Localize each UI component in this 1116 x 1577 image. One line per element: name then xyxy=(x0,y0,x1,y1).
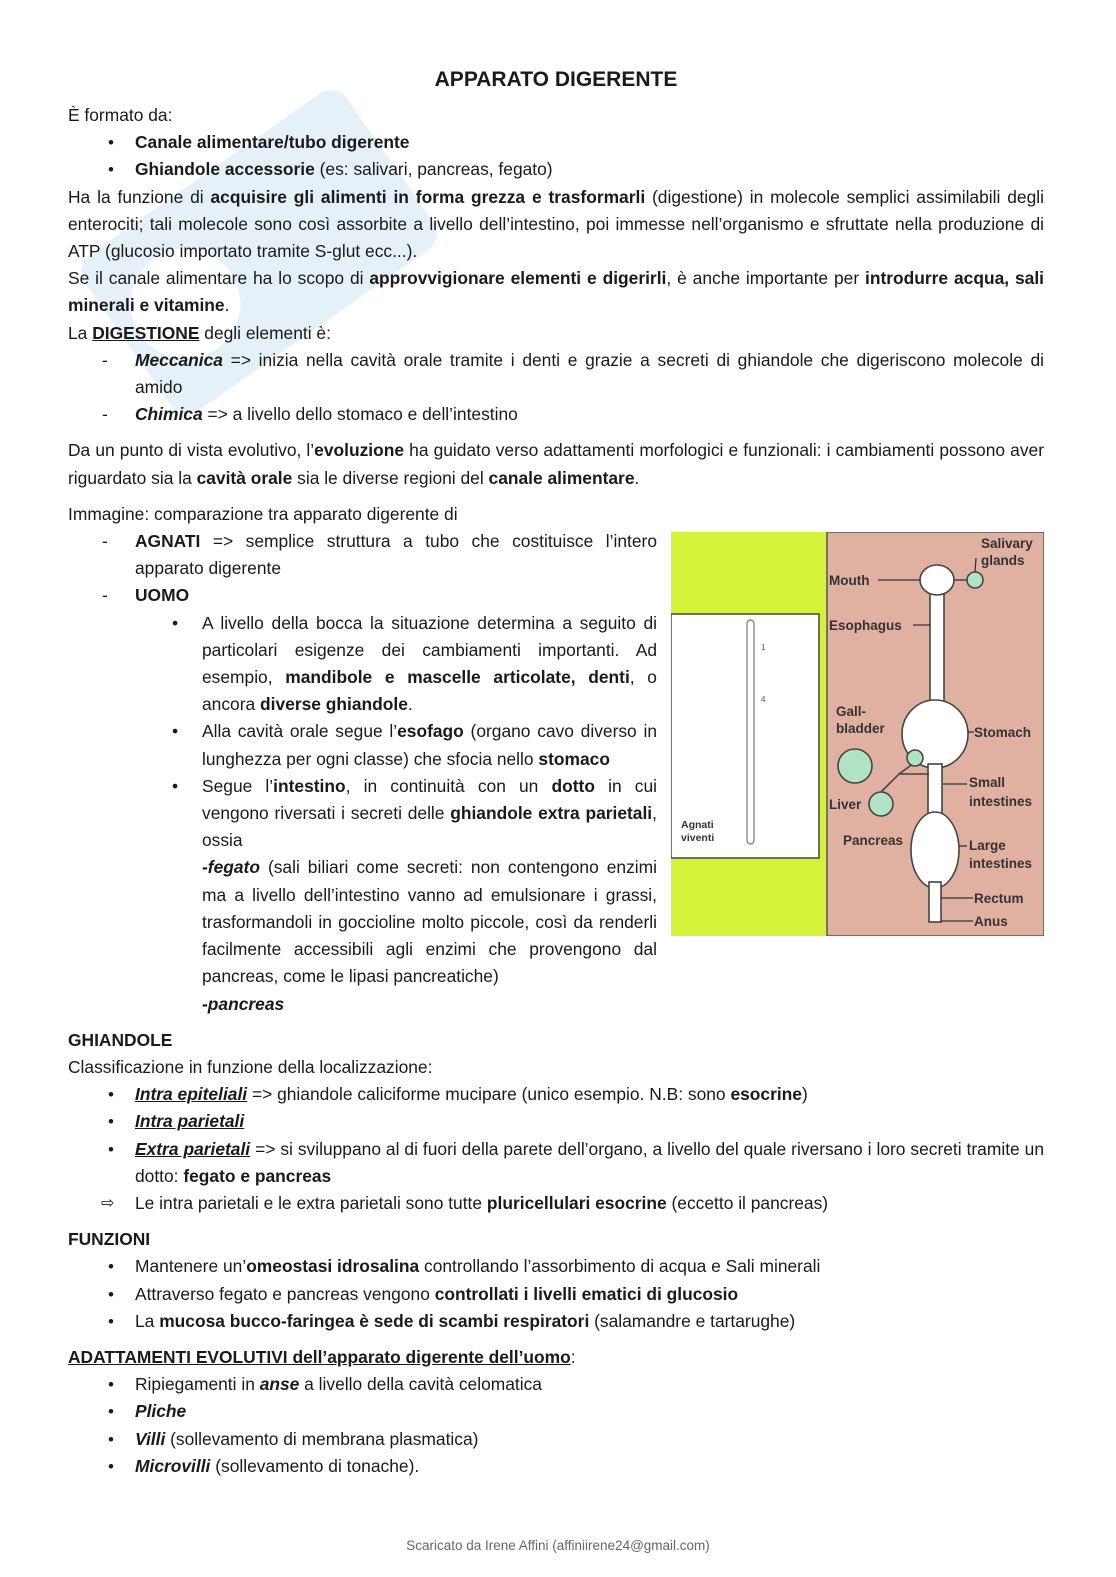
rectum-label: Rectum xyxy=(974,891,1024,907)
esophagus-label: Esophagus xyxy=(829,618,902,634)
small-intestine-label: Small xyxy=(969,775,1006,791)
list-item: • Intra parietali xyxy=(68,1108,1044,1135)
ghiandole-intro: Classificazione in funzione della localizzazione: xyxy=(68,1056,433,1077)
formed-by-label: È formato da: xyxy=(68,105,173,125)
tick-label: 1 xyxy=(761,643,766,653)
image-section xyxy=(68,501,1044,1018)
pancreas-label: Pancreas xyxy=(843,833,904,849)
list-item: - Meccanica => inizia nella cavità orale tramite i denti e grazie a secreti di ghiandole che digeriscono molecole di amido xyxy=(68,347,1044,401)
salivary-label: Salivary xyxy=(981,536,1033,552)
large-intestine-label: intestines xyxy=(969,856,1033,872)
list-item: • Villi (sollevamento di membrana plasmatica) xyxy=(68,1426,1044,1453)
list-item: • Canale alimentare/tubo digerente xyxy=(68,129,1044,156)
salivary-label: glands xyxy=(981,553,1025,569)
list-item: • Extra parietali => si sviluppano al di fuori della parete dell’organo, a livello del quale riversano i loro secreti tramite un dotto: fegato e pancreas xyxy=(68,1136,1044,1190)
document-page xyxy=(68,66,1044,1480)
ghiandole-heading: GHIANDOLE xyxy=(68,1029,173,1050)
list-item: • Mantenere un’omeostasi idrosalina controllando l’assorbimento di acqua e Sali minerali xyxy=(68,1253,1044,1280)
agnati-label: Agnati xyxy=(681,819,714,832)
human-features-list xyxy=(68,610,1044,855)
funzioni-list xyxy=(68,1253,1044,1335)
function-paragraph: Ha la funzione di acquisire gli alimenti in forma grezza e trasformarli (digestione) in molecole semplici assimilabili degli enterociti; tali molecole sono così assorbite a livello dell’intestino, poi immesse nell’organismo e sfruttate nella produzione di ATP (glucosio importato tramite S-glut ecc...). xyxy=(68,186,1044,262)
list-item: - UOMO xyxy=(68,582,1044,609)
download-footer: Scaricato da Irene Affini (affiniirene24@gmail.com) xyxy=(406,1538,710,1553)
list-item: - Chimica => a livello dello stomaco e dell’intestino xyxy=(68,401,1044,428)
image-caption: Immagine: comparazione tra apparato digerente di xyxy=(68,503,458,524)
list-item: • Alla cavità orale segue l’esofago (organo cavo diverso in lunghezza per ogni classe) che sfocia nello stomaco xyxy=(68,718,1044,772)
list-item: • Segue l’intestino, in continuità con un dotto in cui vengono riversati i secreti delle ghiandole extra parietali, ossia xyxy=(68,773,1044,855)
list-item: ⇨ Le intra parietali e le extra parietali sono tutte pluricellulari esocrine (eccetto il pancreas) xyxy=(68,1190,1044,1217)
list-item: • Microvilli (sollevamento di tonache). xyxy=(68,1453,1044,1480)
rectum-tube xyxy=(929,882,941,922)
ghiandole-note xyxy=(68,1190,1044,1217)
list-item: • Attraverso fegato e pancreas vengono controllati i livelli ematici di glucosio xyxy=(68,1281,1044,1308)
liver-label: Liver xyxy=(829,797,862,813)
adattamenti-list xyxy=(68,1371,1044,1480)
list-item: • Ghiandole accessorie (es: salivari, pancreas, fegato) xyxy=(68,156,1044,183)
digestion-list xyxy=(68,347,1044,429)
fegato-paragraph: -fegato (sali biliari come secreti: non contengono enzimi ma a livello dell’intestino vanno ad emulsionare i grassi, trasformandoli in goccioline molto piccole, così da renderli facilmente accessibili agli enzimi che provengono dal pancreas, come le lipasi pancreatiche) xyxy=(202,857,657,987)
list-item: - AGNATI => semplice struttura a tubo che costituisce l’intero apparato digerente xyxy=(68,528,1044,582)
tick-label: 4 xyxy=(761,695,766,705)
stomach-label: Stomach xyxy=(974,725,1032,741)
evolution-paragraph: Da un punto di vista evolutivo, l’evoluzione ha guidato verso adattamenti morfologici e funzionali: i cambiamenti possono aver riguardato sia la cavità orale sia le diverse regioni del canale alimentare. xyxy=(68,440,1045,488)
small-intestine-label: intestines xyxy=(969,794,1033,810)
comparison-list xyxy=(68,528,1044,610)
list-item: • Pliche xyxy=(68,1398,1044,1425)
adattamenti-heading: ADATTAMENTI EVOLUTIVI dell’apparato digerente dell’uomo: xyxy=(68,1346,576,1367)
ghiandole-list xyxy=(68,1081,1044,1190)
pancreas-line: -pancreas xyxy=(202,993,285,1014)
list-item: • La mucosa bucco-faringea è sede di scambi respiratori (salamandre e tartarughe) xyxy=(68,1308,1044,1335)
gallbladder-label: bladder xyxy=(836,721,885,737)
purpose-paragraph: Se il canale alimentare ha lo scopo di approvvigionare elementi e digerirli, è anche importante per introdurre acqua, sali minerali e vitamine. xyxy=(68,268,1044,316)
mouth-label: Mouth xyxy=(829,573,870,589)
list-item: • A livello della bocca la situazione determina a seguito di particolari esigenze dei cambiamenti importanti. Ad esempio, mandibole e mascelle articolate, denti, o ancora diverse ghiandole. xyxy=(68,610,1044,719)
page-title: APPARATO DIGERENTE xyxy=(434,68,678,91)
digestion-intro: La DIGESTIONE degli elementi è: xyxy=(68,322,331,343)
list-item: • Intra epiteliali => ghiandole caliciforme mucipare (unico esempio. N.B: sono esocrine) xyxy=(68,1081,1044,1108)
gallbladder-label: Gall- xyxy=(836,704,867,720)
anus-label: Anus xyxy=(974,914,1008,930)
list-item: • Ripiegamenti in anse a livello della cavità celomatica xyxy=(68,1371,1044,1398)
composition-list xyxy=(68,129,1044,183)
large-intestine-label: Large xyxy=(969,838,1006,854)
agnati-label: viventi xyxy=(681,832,715,845)
funzioni-heading: FUNZIONI xyxy=(68,1229,151,1250)
